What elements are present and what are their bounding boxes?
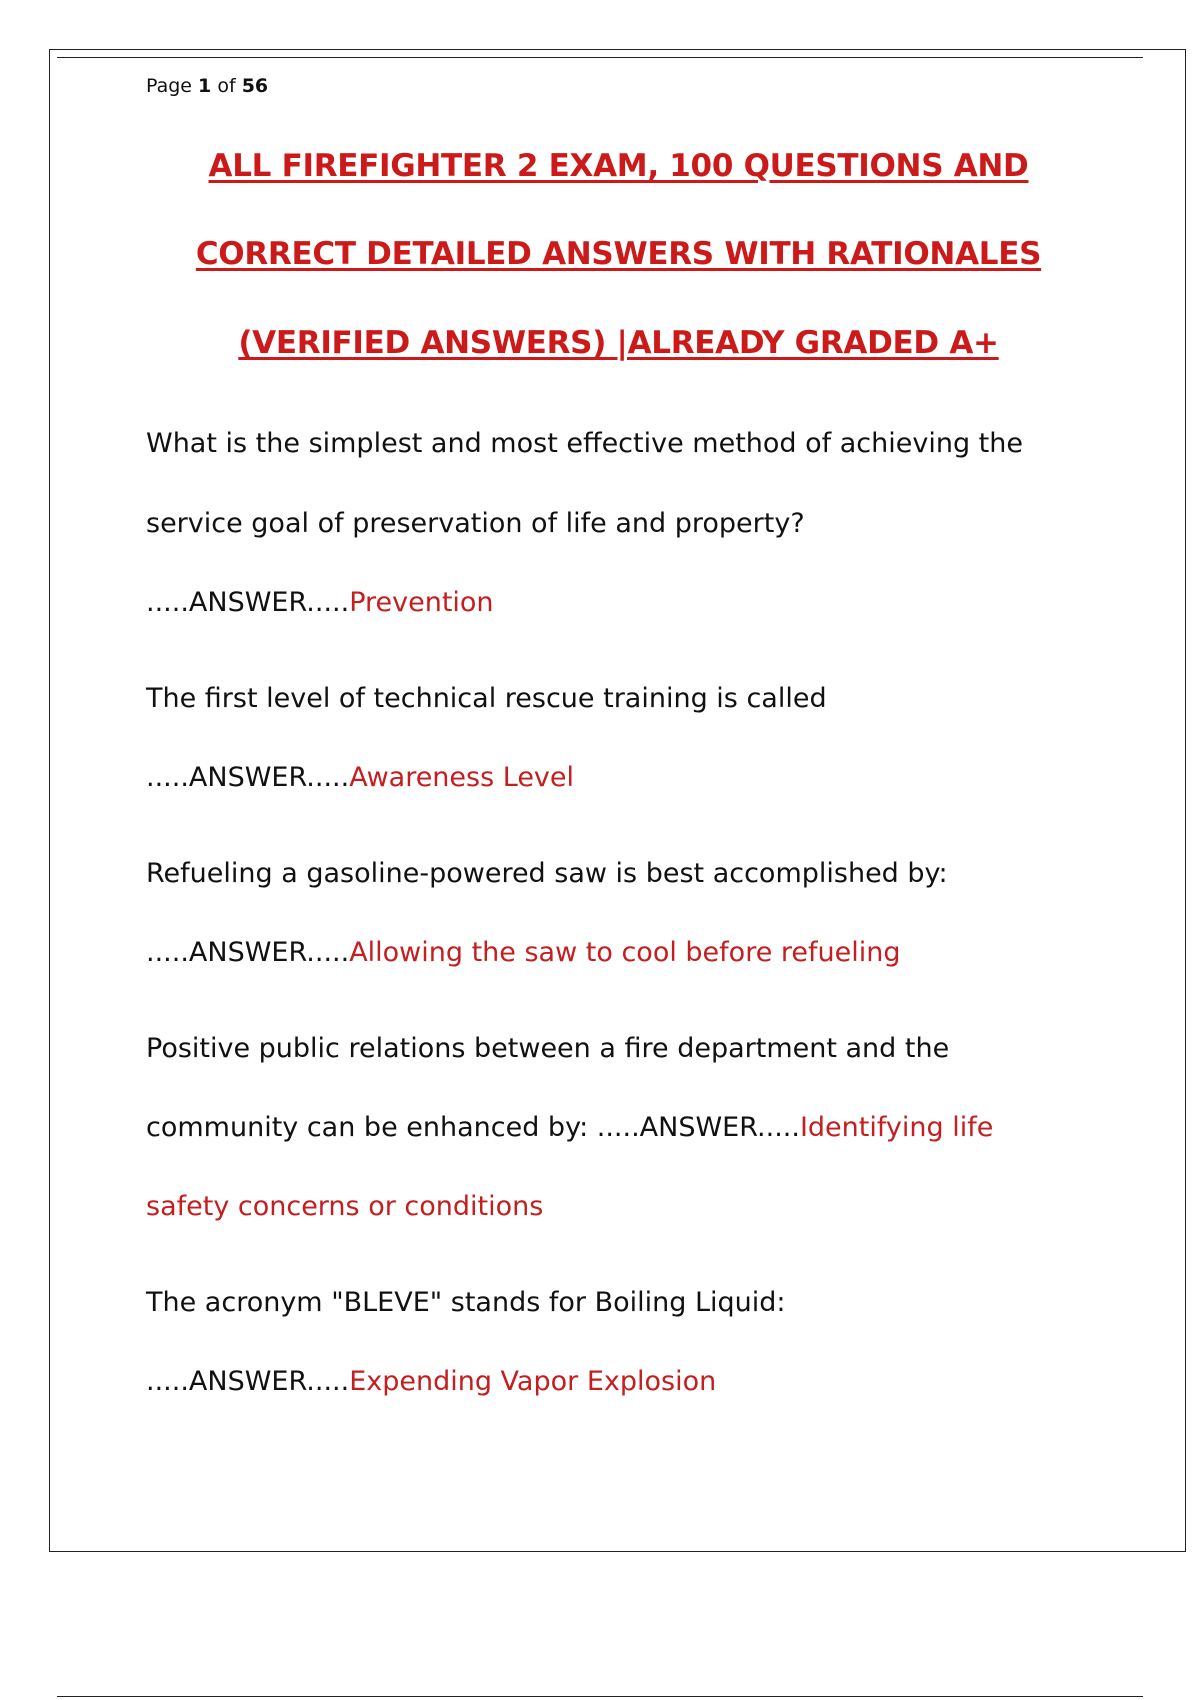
answer-3-line — [146, 937, 901, 968]
document-title-line-1: ALL FIREFIGHTER 2 EXAM, 100 QUESTIONS AND — [208, 148, 1029, 184]
question-4-text: community can be enhanced by: — [146, 1112, 597, 1143]
answer-marker: .....ANSWER..... — [146, 1366, 350, 1397]
answer-5: Expending Vapor Explosion — [349, 1366, 717, 1397]
answer-marker: .....ANSWER..... — [146, 762, 350, 793]
document-title-line-3: (VERIFIED ANSWERS) |ALREADY GRADED A+ — [238, 325, 999, 361]
question-1-line-2: service goal of preservation of life and property? — [146, 508, 805, 539]
answer-1-line — [146, 587, 494, 618]
answer-2-line — [146, 762, 574, 793]
of-word: of — [217, 75, 236, 97]
page-number: 1 — [198, 75, 212, 97]
top-rule — [57, 57, 1143, 58]
answer-3: Allowing the saw to cool before refueling — [349, 937, 901, 968]
page-counter — [146, 75, 268, 97]
page-total: 56 — [241, 75, 269, 97]
question-1-line-1: What is the simplest and most effective method of achieving the — [146, 428, 1023, 459]
answer-4-part-1: Identifying life — [799, 1112, 994, 1143]
document-title-line-2: CORRECT DETAILED ANSWERS WITH RATIONALES — [195, 236, 1042, 272]
answer-marker: .....ANSWER..... — [596, 1112, 800, 1143]
bottom-rule — [57, 1696, 1143, 1697]
answer-5-line — [146, 1366, 716, 1397]
answer-marker: .....ANSWER..... — [146, 937, 350, 968]
question-3-line-1: Refueling a gasoline-powered saw is best accomplished by: — [146, 858, 948, 889]
page-border — [49, 49, 1186, 1552]
answer-1: Prevention — [349, 587, 494, 618]
question-4-line-2 — [146, 1112, 993, 1143]
question-2-line-1: The first level of technical rescue training is called — [146, 683, 827, 714]
page-word: Page — [146, 75, 192, 97]
answer-2: Awareness Level — [349, 762, 575, 793]
answer-marker: .....ANSWER..... — [146, 587, 350, 618]
question-4-line-1: Positive public relations between a fire department and the — [146, 1033, 950, 1064]
answer-4-part-2: safety concerns or conditions — [146, 1191, 544, 1222]
question-5-line-1: The acronym "BLEVE" stands for Boiling Liquid: — [146, 1287, 786, 1318]
